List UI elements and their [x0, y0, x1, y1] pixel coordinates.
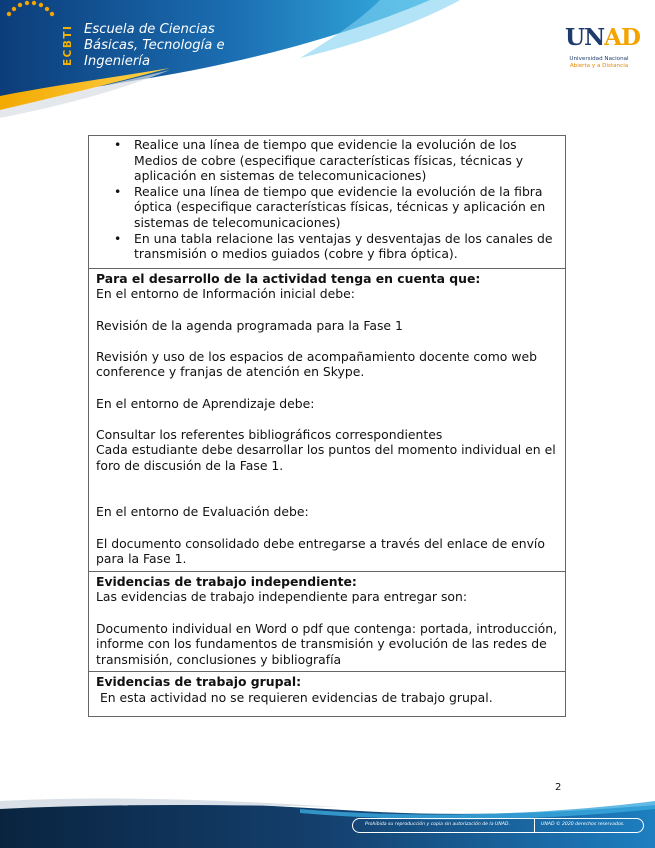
unad-logo-wordmark: [565, 24, 640, 51]
independent-heading: Evidencias de trabajo independiente:: [96, 573, 357, 589]
logo-letters-ad: AD: [604, 24, 640, 51]
activity-bullet-list: [96, 137, 558, 262]
unad-logo-icon: [0, 0, 78, 60]
group-heading: Evidencias de trabajo grupal:: [96, 674, 302, 690]
logo-letter-u: U: [565, 24, 585, 51]
development-heading: Para el desarrollo de la actividad tenga en cuenta que:: [96, 270, 481, 286]
learning-env-text: En el entorno de Aprendizaje debe:: [96, 395, 315, 411]
footer-divider: [534, 819, 535, 832]
footer-copy-notice: Prohibida su reproducción y copia sin autorización de la UNAD.: [365, 822, 510, 827]
each-student-text: Cada estudiante debe desarrollar los puntos del momento individual en el foro de discusión de la Fase 1.: [96, 442, 556, 473]
table-cell-independent-evidence: [89, 571, 565, 672]
table-cell-activities: [89, 136, 565, 268]
footer-rights-notice: UNAD © 2020 derechos reservados.: [541, 822, 625, 827]
list-item: • En una tabla relacione las ventajas y desventajas de los canales de transmisión o medios guiados (cobre y fibra óptica).: [134, 231, 558, 262]
page-number: 2: [555, 782, 562, 793]
info-env-text: En el entorno de Información inicial debe:: [96, 286, 355, 302]
school-name-line: Ingeniería: [84, 54, 151, 69]
independent-intro: Las evidencias de trabajo independiente para entregar son:: [96, 589, 468, 605]
table-cell-group-evidence: [89, 671, 565, 715]
table-cell-development: [89, 268, 565, 571]
list-item: • Realice una línea de tiempo que evidencie la evolución de los Medios de cobre (especifique características físicas, técnicas y aplicación en sistemas de telecomunicaciones): [134, 137, 558, 184]
review-spaces-text: Revisión y uso de los espacios de acompañamiento docente como web conference y franjas de atención en Skype.: [96, 348, 537, 380]
logo-subtitle-open: Abierta y a Distancia: [569, 63, 629, 69]
eval-env-text: En el entorno de Evaluación debe:: [96, 504, 309, 520]
list-item: • Realice una línea de tiempo que evidencie la evolución de la fibra óptica (especifique características físicas, técnicas y aplicación en sistemas de telecomunicaciones): [134, 184, 558, 231]
school-name: [84, 22, 225, 70]
deliver-doc-text: El documento consolidado debe entregarse a través del enlace de envío para la Fase 1.: [96, 535, 545, 567]
footer-notice: [352, 818, 644, 833]
consult-refs-text: Consultar los referentes bibliográficos correspondientes: [96, 426, 443, 442]
logo-subtitle-university: Universidad Nacional: [569, 56, 629, 62]
page-header: [0, 0, 655, 120]
group-text: En esta actividad no se requieren evidencias de trabajo grupal.: [96, 690, 493, 705]
independent-document: Documento individual en Word o pdf que contenga: portada, introducción, informe con los fundamentos de transmisión y evolución de las redes de transmisión, conclusiones y bibliografía: [96, 620, 558, 667]
activity-table: [88, 135, 566, 717]
school-name-line: Básicas, Tecnología e: [84, 38, 225, 53]
ecbti-acronym: ECBTI: [62, 24, 74, 66]
logo-letter-n: N: [584, 24, 605, 51]
review-agenda-text: Revisión de la agenda programada para la Fase 1: [96, 317, 403, 333]
school-name-line: Escuela de Ciencias: [84, 22, 215, 37]
